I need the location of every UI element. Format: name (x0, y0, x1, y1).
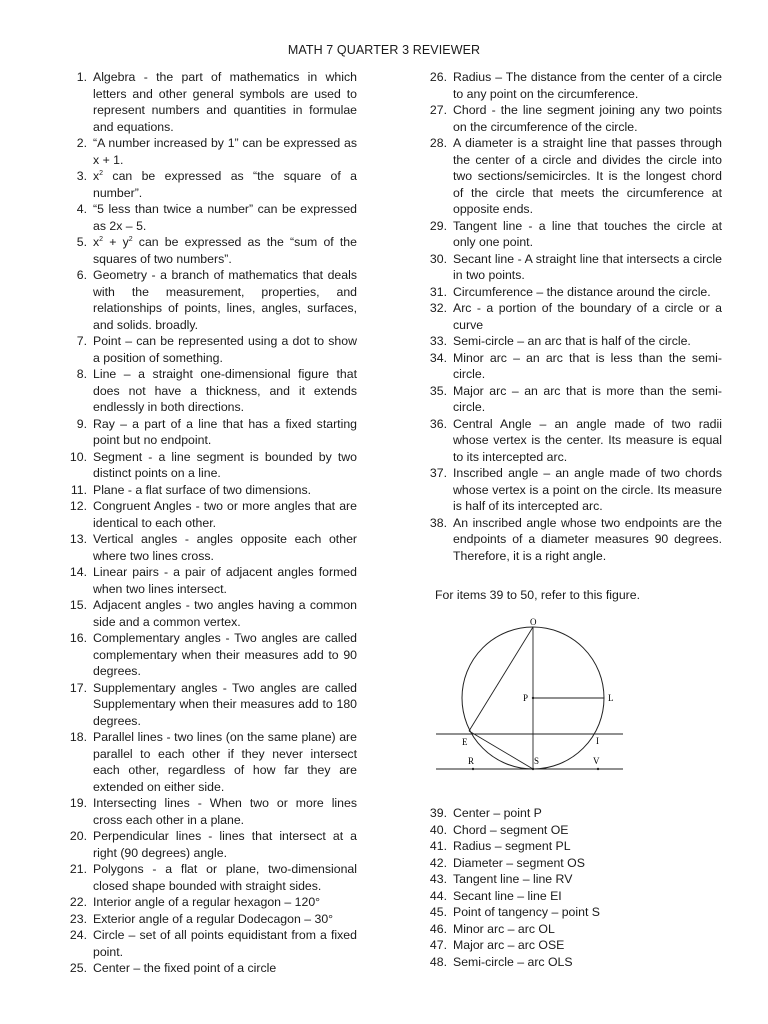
item-number: 46. (429, 921, 447, 936)
item-text: $x^2 + y^2$ can be expressed as the “sum of the squares of two numbers”. (93, 235, 357, 266)
label-e: E (462, 737, 468, 747)
item-text: Congruent Angles - two or more angles that are identical to each other. (93, 499, 357, 530)
item-number: 12. (69, 499, 87, 513)
item-number: 6. (76, 268, 87, 282)
list-item (60, 927, 357, 960)
item-text: Point – can be represented using a dot to show a position of something. (93, 334, 357, 365)
item-text: “A number increased by 1” can be expressed as x + 1. (93, 136, 357, 167)
list-item (420, 300, 722, 333)
list-item (420, 888, 722, 905)
label-v: V (593, 756, 600, 766)
list-item (60, 449, 357, 482)
item-number: 10. (69, 449, 87, 464)
item-text: Central Angle – an angle made of two radii whose vertex is the center. Its measure is equal to its intercepted arc. (453, 416, 722, 464)
item-number: 25. (69, 961, 87, 975)
list-item (420, 515, 722, 565)
item-text: Linear pairs - a pair of adjacent angles formed when two lines intersect. (93, 565, 357, 596)
item-text: Complementary angles - Two angles are called complementary when their measures add to 90 degrees. (93, 631, 357, 678)
list-item (60, 69, 357, 135)
item-number: 36. (429, 416, 447, 431)
answers-section (420, 805, 722, 970)
item-text: Polygons - a flat or plane, two-dimensional closed shape bounded with straight sides. (93, 862, 357, 893)
label-r: R (468, 756, 475, 766)
item-number: 5. (76, 235, 87, 249)
list-item (420, 805, 722, 822)
item-text: Diameter – segment OS (453, 855, 585, 870)
answers-list (420, 805, 722, 970)
item-text: Radius – segment PL (453, 839, 571, 853)
item-number: 40. (429, 822, 447, 837)
item-text: Perpendicular lines - lines that intersect at a right (90 degrees) angle. (93, 829, 357, 860)
item-number: 30. (429, 251, 447, 266)
item-number: 17. (69, 680, 87, 695)
item-text: Line – a straight one-dimensional figure that does not have a thickness, and it extends endlessly in both directions. (93, 367, 357, 414)
item-number: 39. (429, 806, 447, 820)
item-text: Algebra - the part of mathematics in which letters and other general symbols are used to represent numbers and quantities in formulae and equations. (93, 70, 357, 134)
item-number: 31. (429, 284, 447, 299)
item-number: 45. (429, 905, 447, 919)
item-text: Parallel lines - two lines (on the same plane) are parallel to each other if they never intersect each other, regardless of how far they are extended on either side. (93, 730, 357, 794)
item-text: Major arc – an arc that is more than the semi-circle. (453, 383, 722, 414)
item-text: Semi-circle – an arc that is half of the circle. (453, 334, 691, 348)
point-v (597, 768, 599, 770)
item-number: 43. (429, 872, 447, 886)
list-item (60, 234, 357, 267)
list-item (60, 201, 357, 234)
list-item (420, 822, 722, 839)
list-item (420, 937, 722, 954)
list-item (60, 680, 357, 730)
list-item (420, 855, 722, 872)
item-number: 28. (429, 136, 447, 150)
item-number: 24. (69, 928, 87, 942)
list-item (420, 921, 722, 938)
label-p: P (523, 693, 529, 703)
item-number: 1. (76, 70, 87, 84)
definitions-list-left (60, 69, 357, 977)
item-text: Chord – segment OE (453, 822, 569, 837)
chord-es (469, 731, 533, 769)
item-number: 7. (76, 334, 87, 348)
list-item (60, 416, 357, 449)
list-item (60, 267, 357, 333)
item-text: Plane - a flat surface of two dimensions. (93, 482, 312, 497)
list-item (60, 498, 357, 531)
item-number: 16. (69, 631, 87, 645)
item-number: 27. (429, 103, 447, 117)
list-item (60, 960, 357, 977)
item-text: An inscribed angle whose two endpoints are the endpoints of a diameter measures 90 degrees. Therefore, it is a right angle. (453, 515, 722, 563)
item-number: 21. (69, 862, 87, 876)
item-number: 44. (429, 888, 447, 903)
item-text: “5 less than twice a number” can be expressed as 2x – 5. (93, 202, 357, 233)
point-s (532, 768, 534, 770)
item-number: 48. (429, 954, 447, 969)
label-i: I (596, 736, 599, 746)
list-item (420, 871, 722, 888)
list-item (420, 416, 722, 466)
item-number: 34. (429, 350, 447, 365)
item-text: Minor arc – an arc that is less than the semi-circle. (453, 350, 722, 381)
list-item (60, 531, 357, 564)
item-text: Chord - the line segment joining any two points on the circumference of the circle. (453, 103, 722, 134)
item-text: Minor arc – arc OL (453, 921, 555, 936)
item-text: Segment - a line segment is bounded by two distinct points on a line. (93, 449, 357, 480)
label-l: L (608, 693, 614, 703)
item-number: 9. (76, 416, 87, 431)
list-item (420, 102, 722, 135)
item-text: Secant line – line EI (453, 888, 562, 903)
definitions-list-right (420, 69, 722, 564)
list-item (420, 135, 722, 218)
item-number: 8. (76, 367, 87, 381)
item-number: 38. (429, 515, 447, 530)
item-text: Intersecting lines - When two or more lines cross each other in a plane. (93, 796, 357, 827)
item-number: 4. (76, 202, 87, 216)
item-number: 22. (69, 895, 87, 909)
item-number: 18. (69, 730, 87, 744)
item-number: 20. (69, 829, 87, 843)
list-item (420, 251, 722, 284)
list-item (60, 168, 357, 201)
item-number: 29. (429, 218, 447, 233)
item-text: Center – point P (453, 806, 542, 820)
item-number: 26. (429, 70, 447, 84)
item-text: Point of tangency – point S (453, 905, 600, 919)
center-point-p (532, 697, 534, 699)
item-number: 11. (70, 482, 87, 497)
item-number: 35. (429, 383, 447, 398)
list-item (420, 904, 722, 921)
list-item (60, 597, 357, 630)
list-item (60, 482, 357, 499)
list-item (60, 564, 357, 597)
item-text: Arc - a portion of the boundary of a circle or a curve (453, 301, 722, 332)
page-title: MATH 7 QUARTER 3 REVIEWER (287, 43, 481, 57)
list-item (60, 366, 357, 416)
list-item (60, 135, 357, 168)
item-number: 32. (429, 301, 447, 315)
item-text: Geometry - a branch of mathematics that deals with the measurement, properties, and relationships of points, lines, angles, surfaces, and solids. broadly. (93, 268, 357, 332)
item-number: 15. (69, 598, 87, 612)
circle-figure (436, 614, 626, 774)
item-number: 14. (69, 565, 87, 579)
right-column (420, 69, 722, 564)
item-number: 33. (429, 334, 447, 348)
list-item (420, 284, 722, 301)
list-item (420, 465, 722, 515)
point-r (472, 768, 474, 770)
item-text: Semi-circle – arc OLS (453, 954, 573, 969)
item-number: 3. (76, 169, 87, 183)
list-item (60, 795, 357, 828)
item-text: Interior angle of a regular hexagon – 120° (93, 895, 321, 909)
item-text: Center – the fixed point of a circle (93, 961, 277, 975)
list-item (60, 333, 357, 366)
item-text: A diameter is a straight line that passes through the center of a circle and divides the circle into two sections/semicircles. It is the longest chord of the circle that meets the circumference at opposite ends. (453, 136, 722, 216)
list-item (60, 911, 357, 928)
item-number: 19. (69, 796, 87, 810)
item-text: Major arc – arc OSE (453, 938, 565, 952)
item-text: Circumference – the distance around the circle. (453, 284, 711, 299)
item-text: Circle – set of all points equidistant from a fixed point. (93, 928, 357, 959)
label-o: O (530, 617, 537, 627)
item-text: Tangent line - a line that touches the circle at only one point. (453, 218, 722, 249)
item-number: 37. (429, 466, 447, 480)
list-item (420, 838, 722, 855)
label-s: S (534, 756, 540, 766)
list-item (60, 828, 357, 861)
figure-note: For items 39 to 50, refer to this figure. (435, 588, 641, 602)
item-text: Supplementary angles - Two angles are called Supplementary when their measures add to 180 degrees. (93, 680, 357, 728)
list-item (60, 630, 357, 680)
item-text: Tangent line – line RV (453, 872, 573, 886)
item-number: 2. (76, 136, 87, 150)
item-text: Exterior angle of a regular Dodecagon – 30° (93, 911, 334, 926)
item-number: 42. (429, 855, 447, 870)
item-text: Adjacent angles - two angles having a common side and a common vertex. (93, 598, 357, 629)
item-text: $x^2$ can be expressed as “the square of a number”. (93, 169, 357, 200)
item-text: Ray – a part of a line that has a fixed starting point but no endpoint. (93, 416, 357, 447)
list-item (60, 729, 357, 795)
item-text: Vertical angles - angles opposite each other where two lines cross. (93, 532, 357, 563)
item-number: 13. (69, 532, 87, 546)
list-item (60, 894, 357, 911)
list-item (420, 333, 722, 350)
list-item (420, 218, 722, 251)
item-text: Inscribed angle – an angle made of two chords whose vertex is a point on the circle. Its measure is half of its intercepted arc. (453, 466, 722, 513)
item-text: Secant line - A straight line that intersects a circle in two points. (453, 251, 722, 282)
item-number: 41. (429, 839, 447, 853)
item-number: 47. (429, 938, 447, 952)
list-item (420, 954, 722, 971)
left-column (60, 69, 357, 977)
item-text: Radius – The distance from the center of a circle to any point on the circumference. (453, 70, 722, 101)
item-number: 23. (69, 911, 87, 926)
list-item (420, 69, 722, 102)
list-item (420, 383, 722, 416)
list-item (420, 350, 722, 383)
chord-oe (469, 627, 533, 731)
list-item (60, 861, 357, 894)
